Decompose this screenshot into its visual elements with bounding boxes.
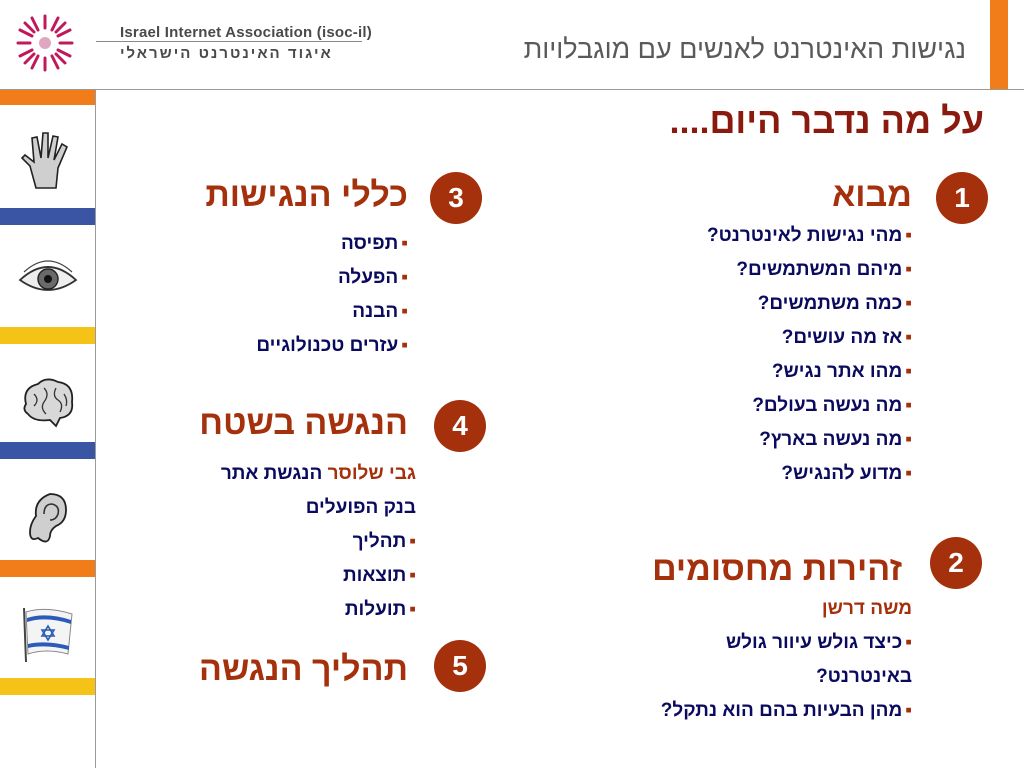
- sidebar-stripe: [0, 208, 95, 225]
- ear-icon: [16, 486, 80, 550]
- speaker-name: משה דרשן: [821, 598, 912, 619]
- list-item: ▪ תוצאות: [343, 565, 416, 587]
- header-divider: [0, 89, 1024, 90]
- list-item: ▪ תועלות: [345, 599, 416, 621]
- org-name-en: Israel Internet Association (isoc-il): [120, 24, 372, 41]
- logo-divider: [96, 41, 362, 42]
- section-heading: מבוא: [832, 176, 912, 214]
- list-item: ▪ הבנה: [352, 301, 408, 323]
- section-heading: כללי הנגישות: [205, 176, 408, 214]
- header-accent-bar: [990, 0, 1008, 90]
- sidebar-stripe: [0, 560, 95, 577]
- section-heading: תהליך הנגשה: [198, 650, 408, 688]
- section-number-badge: 1: [936, 172, 988, 224]
- sidebar-stripe: [0, 90, 95, 105]
- sidebar-stripe: [0, 327, 95, 344]
- section-number-badge: 4: [434, 400, 486, 452]
- section-number-badge: 5: [434, 640, 486, 692]
- list-item: ▪ מדוע להנגיש?: [781, 463, 912, 485]
- sidebar-stripe: [0, 678, 95, 695]
- section-number-badge: 3: [430, 172, 482, 224]
- org-name-he: איגוד האינטרנט הישראלי: [120, 45, 333, 62]
- list-item: ▪ עזרים טכנולוגיים: [256, 335, 408, 357]
- israel-flag-icon: [16, 602, 80, 666]
- list-item: ▪ כמה משתמשים?: [758, 293, 912, 315]
- eye-icon: [16, 246, 80, 310]
- list-item: ▪ תפיסה: [341, 233, 408, 255]
- brain-icon: [16, 370, 80, 434]
- sidebar-divider: [95, 90, 96, 768]
- list-item: ▪ מהו אתר נגיש?: [772, 361, 912, 383]
- section-heading: זהירות מחסומים: [652, 550, 902, 588]
- list-item: ▪ אז מה עושים?: [782, 327, 912, 349]
- list-item: ▪ מהי נגישות לאינטרנט?: [707, 225, 912, 247]
- main-title: על מה נדבר היום....: [669, 100, 984, 141]
- list-item: ▪ הפעלה: [338, 267, 408, 289]
- list-item: ▪ תהליך: [353, 531, 416, 553]
- list-item: ▪ מהן הבעיות בהם הוא נתקל?: [661, 700, 912, 722]
- speaker-line: [221, 463, 416, 485]
- section-subtitle: בנק הפועלים: [305, 497, 416, 518]
- section-number-badge: 2: [930, 537, 982, 589]
- isoc-logo-icon: [12, 10, 78, 76]
- list-item: ▪ מיהם המשתמשים?: [736, 259, 912, 281]
- list-item: ▪ מה נעשה בעולם?: [752, 395, 912, 417]
- hand-icon: [16, 128, 80, 192]
- list-item: ▪ כיצד גולש עיוור גולש: [726, 632, 912, 654]
- list-item-continuation: באינטרנט?: [816, 666, 912, 687]
- section-heading: הנגשה בשטח: [199, 404, 408, 442]
- slide-header-title: נגישות האינטרנט לאנשים עם מוגבלויות: [523, 34, 966, 64]
- list-item: ▪ מה נעשה בארץ?: [759, 429, 912, 451]
- speaker-suffix: הנגשת אתר: [220, 463, 323, 484]
- sidebar-stripe: [0, 442, 95, 459]
- speaker-name: גבי שלוסר: [327, 463, 416, 484]
